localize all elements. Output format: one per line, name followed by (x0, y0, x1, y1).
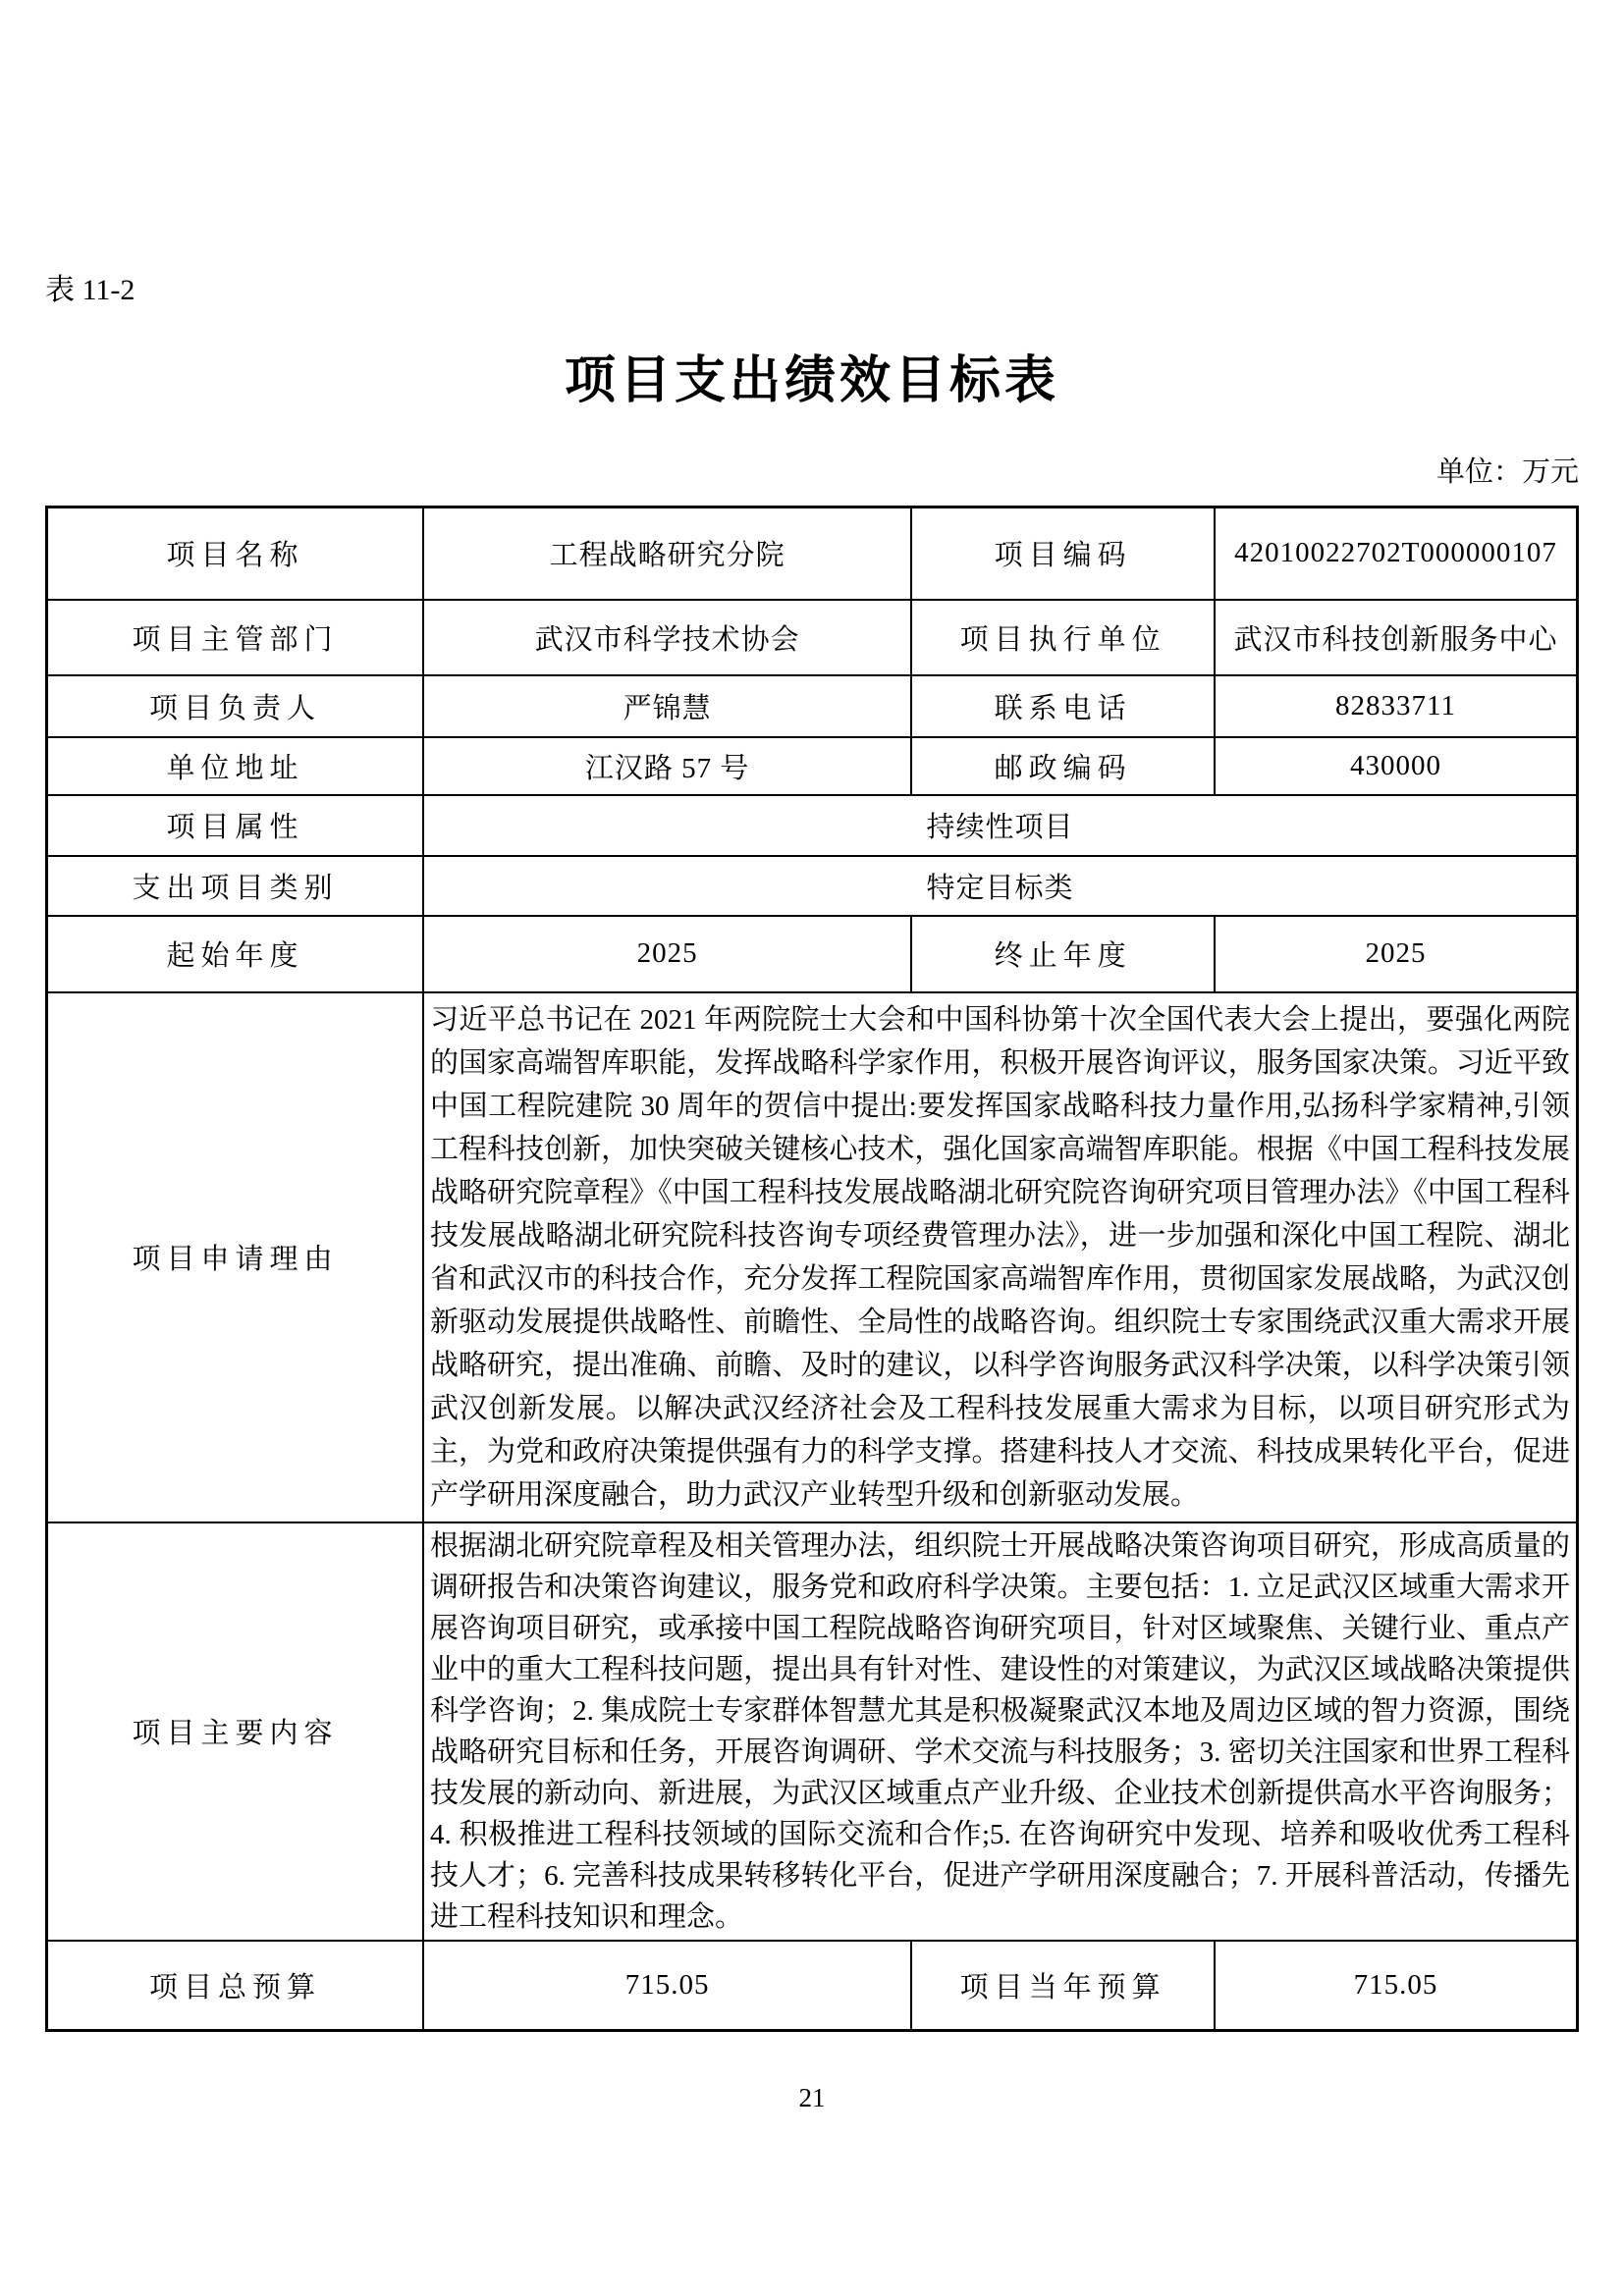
expenditure-category-value: 特定目标类 (423, 856, 1578, 916)
project-name-value: 工程战略研究分院 (423, 507, 911, 600)
unit-address-value: 江汉路 57 号 (423, 737, 911, 795)
supervising-department-label: 项目主管部门 (47, 600, 424, 675)
main-content-label: 项目主要内容 (47, 1522, 424, 1941)
table-row (47, 916, 1578, 992)
contact-phone-label: 联系电话 (911, 675, 1215, 737)
unit-note: 单位：万元 (1435, 456, 1579, 488)
table-row (47, 507, 1578, 600)
start-year-value: 2025 (423, 916, 911, 992)
application-reason-label: 项目申请理由 (47, 992, 424, 1522)
end-year-label: 终止年度 (911, 916, 1215, 992)
table-row (47, 675, 1578, 737)
main-content-text: 根据湖北研究院章程及相关管理办法，组织院士开展战略决策咨询项目研究，形成高质量的调研报告和决策咨询建议，服务党和政府科学决策。主要包括：1. 立足武汉区域重大需求开展咨询项目研究，或承接中国工程院战略咨询研究项目，针对区域聚焦、关键行业、重点产业中的重大工程科技问题，提出具有针对性、建设性的对策建议，为武汉区域战略决策提供科学咨询；2. 集成院士专家群体智慧尤其是积极凝聚武汉本地及周边区域的智力资源，围绕战略研究目标和任务，开展咨询调研、学术交流与科技服务；3. 密切关注国家和世界工程科技发展的新动向、新进展，为武汉区域重点产业升级、企业技术创新提供高水平咨询服务；4. 积极推进工程科技领域的国际交流和合作;5. 在咨询研究中发现、培养和吸收优秀工程科技人才；6. 完善科技成果转移转化平台，促进产学研用深度融合；7. 开展科普活动，传播先进工程科技知识和理念。 (423, 1522, 1578, 1941)
table-row (47, 856, 1578, 916)
unit-address-label: 单位地址 (47, 737, 424, 795)
current-year-budget-value: 715.05 (1215, 1941, 1578, 2031)
performance-target-table (45, 506, 1579, 2032)
project-code-value: 42010022702T000000107 (1215, 507, 1578, 600)
project-attribute-value: 持续性项目 (423, 795, 1578, 856)
table-row (47, 600, 1578, 675)
project-leader-value: 严锦慧 (423, 675, 911, 737)
project-code-label: 项目编码 (911, 507, 1215, 600)
current-year-budget-label: 项目当年预算 (911, 1941, 1215, 2031)
supervising-department-value: 武汉市科学技术协会 (423, 600, 911, 675)
contact-phone-value: 82833711 (1215, 675, 1578, 737)
table-row (47, 1522, 1578, 1941)
document-title: 项目支出绩效目标表 (564, 353, 1059, 409)
project-leader-label: 项目负责人 (47, 675, 424, 737)
total-budget-label: 项目总预算 (47, 1941, 424, 2031)
total-budget-value: 715.05 (423, 1941, 911, 2031)
executing-unit-label: 项目执行单位 (911, 600, 1215, 675)
postal-code-value: 430000 (1215, 737, 1578, 795)
table-row (47, 992, 1578, 1522)
table-caption: 表 11-2 (45, 274, 135, 306)
expenditure-category-label: 支出项目类别 (47, 856, 424, 916)
end-year-value: 2025 (1215, 916, 1578, 992)
postal-code-label: 邮政编码 (911, 737, 1215, 795)
start-year-label: 起始年度 (47, 916, 424, 992)
page-number: 21 (798, 2083, 826, 2112)
table-row (47, 1941, 1578, 2031)
executing-unit-value: 武汉市科技创新服务中心 (1215, 600, 1578, 675)
table-row (47, 737, 1578, 795)
table-row (47, 795, 1578, 856)
application-reason-text: 习近平总书记在 2021 年两院院士大会和中国科协第十次全国代表大会上提出，要强化两院的国家高端智库职能，发挥战略科学家作用，积极开展咨询评议，服务国家决策。习近平致中国工程院建院 30 周年的贺信中提出:要发挥国家战略科技力量作用,弘扬科学家精神,引领工程科技创新，加快突破关键核心技术，强化国家高端智库职能。根据《中国工程科技发展战略研究院章程》《中国工程科技发展战略湖北研究院咨询研究项目管理办法》《中国工程科技发展战略湖北研究院科技咨询专项经费管理办法》，进一步加强和深化中国工程院、湖北省和武汉市的科技合作，充分发挥工程院国家高端智库作用，贯彻国家发展战略，为武汉创新驱动发展提供战略性、前瞻性、全局性的战略咨询。组织院士专家围绕武汉重大需求开展战略研究，提出准确、前瞻、及时的建议，以科学咨询服务武汉科学决策，以科学决策引领武汉创新发展。以解决武汉经济社会及工程科技发展重大需求为目标，以项目研究形式为主，为党和政府决策提供强有力的科学支撑。搭建科技人才交流、科技成果转化平台，促进产学研用深度融合，助力武汉产业转型升级和创新驱动发展。 (423, 992, 1578, 1522)
project-attribute-label: 项目属性 (47, 795, 424, 856)
project-name-label: 项目名称 (47, 507, 424, 600)
